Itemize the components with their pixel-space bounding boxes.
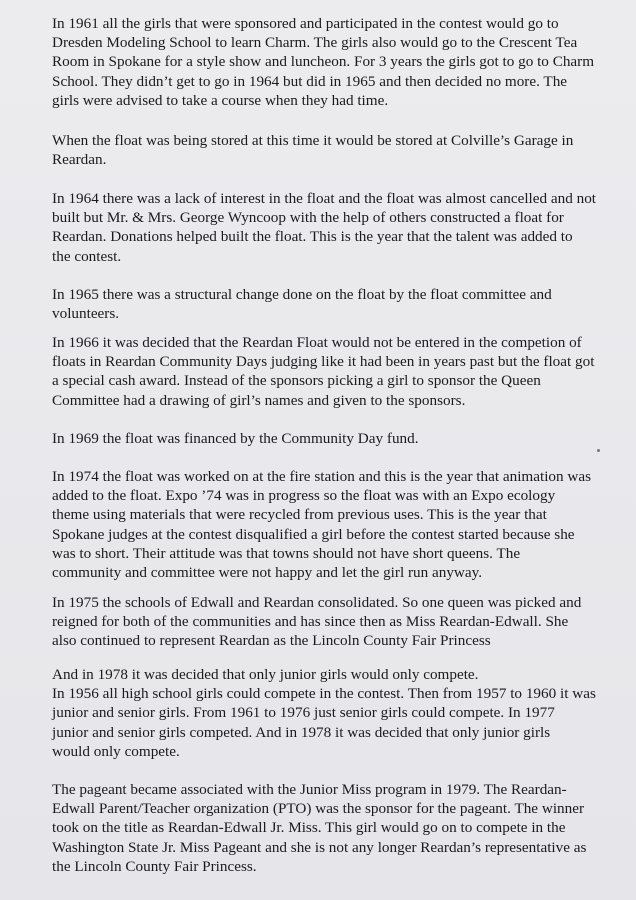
paper-speck xyxy=(597,449,600,452)
paragraph-float-storage: When the float was being stored at this time it would be stored at Colville’s Garage in Reardan. xyxy=(52,132,574,169)
paragraph-1961-charm-school: In 1961 all the girls that were sponsored and participated in the contest would go to Dresden Modeling School to learn Charm. The girls also would go to the Crescent Tea Room in Spokane for a style show and luncheon. For 3 years the girls got to go to Charm School. They didn’t get to go in 1964 but did in 1965 and then decided no more. The girls were advised to take a course when they had time. xyxy=(52,15,595,109)
paragraph-1965-structural-change: In 1965 there was a structural change done on the float by the float committee and volunteers. xyxy=(52,286,552,323)
paragraph-1966-decision: In 1966 it was decided that the Reardan Float would not be entered in the competion of floats in Reardan Community Days judging like it had been in years past but the float got a special cash award. Instead of the sponsors picking a girl to sponsor the Queen Committee had a drawing of girl’s names and given to the sponsors. xyxy=(52,334,595,409)
paragraph-1974-animation: In 1974 the float was worked on at the fire station and this is the year that animation was added to the float. Expo ’74 was in progress so the float was with an Expo ecology theme using materials that were recycled from previous uses. This is the year that Spokane judges at the contest disqualified a girl before the contest started because she was to short. Their attitude was that towns should not have short queens. The community and committee were not happy and let the girl run anyway. xyxy=(52,468,592,582)
paragraph-1975-consolidation: In 1975 the schools of Edwall and Reardan consolidated. So one queen was picked and reigned for both of the communities and has since then as Miss Reardan-Edwall. She also continued to represent Reardan as the Lincoln County Fair Princess xyxy=(52,594,582,650)
paragraph-1979-junior-miss: The pageant became associated with the Junior Miss program in 1979. The Reardan- Edwall Parent/Teacher organization (PTO) was the sponsor for the pageant. The winner took on the title as Reardan-Edwall Jr. Miss. This girl would go on to compete in the Washington State Jr. Miss Pageant and she is not any longer Reardan’s representative as the Lincoln County Fair Princess. xyxy=(52,781,587,875)
paragraph-1978-junior-girls: And in 1978 it was decided that only junior girls would only compete. In 1956 all high school girls could compete in the contest. Then from 1957 to 1960 it was junior and senior girls. From 1961 to 1976 just senior girls could compete. In 1977 junior and senior girls competed. And in 1978 it was decided that only junior girls would only compete. xyxy=(52,666,596,760)
paragraph-1969-financing: In 1969 the float was financed by the Community Day fund. xyxy=(52,430,419,447)
paragraph-1964-float: In 1964 there was a lack of interest in the float and the float was almost cancelled and not built but Mr. & Mrs. George Wyncoop with the help of others constructed a float for Reardan. Donations helped built the float. This is the year that the talent was added to the contest. xyxy=(52,190,597,265)
